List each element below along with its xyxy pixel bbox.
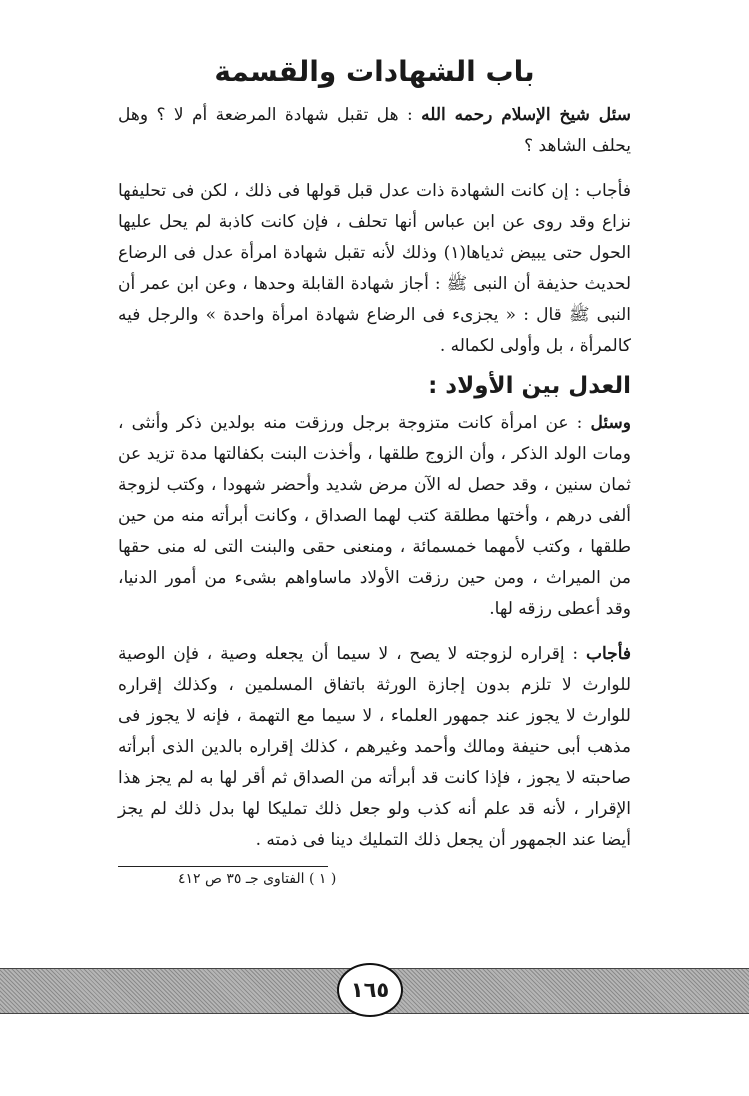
section-heading: العدل بين الأولاد : (428, 373, 631, 399)
answer-2-lead: فأجاب (586, 644, 631, 664)
question-1-text: : هل تقبل شهادة المرضعة أم لا ؟ وهل يحلف الشاهد ؟ (118, 105, 631, 156)
answer-1: فأجاب : إن كانت الشهادة ذات عدل قبل قولها فى ذلك ، لكن فى تحليفها نزاع وقد روى عن ابن عباس أنها تحلف ، فإن كانت كاذبة لم يحل عليها الحول حتى يبيض ثدياها(١) وذلك لأنه تقبل شهادة امرأة عدل فى الرضاع لحديث حذيفة أن النبى ﷺ : أجاز شهادة القابلة وحدها ، وعن ابن عمر أن النبى ﷺ قال : « يجزىء فى الرضاع شهادة امرأة واحدة » والرجل فيه كالمرأة ، بل وأولى لكماله . (118, 181, 631, 356)
question-2-lead: وسئل (590, 413, 631, 433)
question-1-lead: سئل شيخ الإسلام رحمه الله (421, 105, 631, 125)
answer-2-text: : إقراره لزوجته لا يصح ، لا سيما أن يجعله وصية ، فإن الوصية للوارث لا تلزم بدون إجازة الورثة باتفاق المسلمين ، وكذلك إقراره للوارث لا يجوز عند جمهور العلماء ، لا سيما مع التهمة ، فإنه لا يجوز فى مذهب أبى حنيفة ومالك وأحمد وغيرهم ، كذلك إقراره بالدين الذى أبرأته صاحبته لا يجوز ، فإذا كانت قد أبرأته من الصداق ثم أقر لها به لم يجز هذا الإقرار ، لأنه قد علم أنه كذب ولو جعل ذلك تمليكا لها بدل ذلك لم يجز أيضا عند الجمهور أن يجعل ذلك التمليك دينا فى ذمته . (118, 644, 631, 850)
chapter-title: باب الشهادات والقسمة (214, 55, 535, 88)
question-2-text: : عن امرأة كانت متزوجة برجل ورزقت منه بولدين ذكر وأنثى ، ومات الولد الذكر ، وأن الزوج طلقها ، وأخذت البنت بكفالتها مدة تزيد عن ثمان سنين ، وقد حصل له الآن مرض شديد وأحضر شهودا ، وكتب لزوجة ألفى درهم ، وأختها مطلقة كتب لهما الصداق ، وكانت أبرأته منه من حين طلقها ، وكتب لأمهما خمسمائة ، ومنعنى حقى والبنت التى له منى حقها من الميراث ، ومن حين رزقت الأولاد ماساواهم بشىء من أمور الدنيا، وقد أعطى رزقه لها. (118, 413, 631, 619)
page-content (118, 48, 631, 891)
page-number: ١٦٥ (337, 963, 403, 1017)
question-1 (118, 100, 631, 162)
answer-2 (118, 639, 631, 856)
footnote: ( ١ ) الفتاوى جـ ٣٥ ص ٤١٢ (178, 871, 337, 887)
question-2 (118, 408, 631, 625)
